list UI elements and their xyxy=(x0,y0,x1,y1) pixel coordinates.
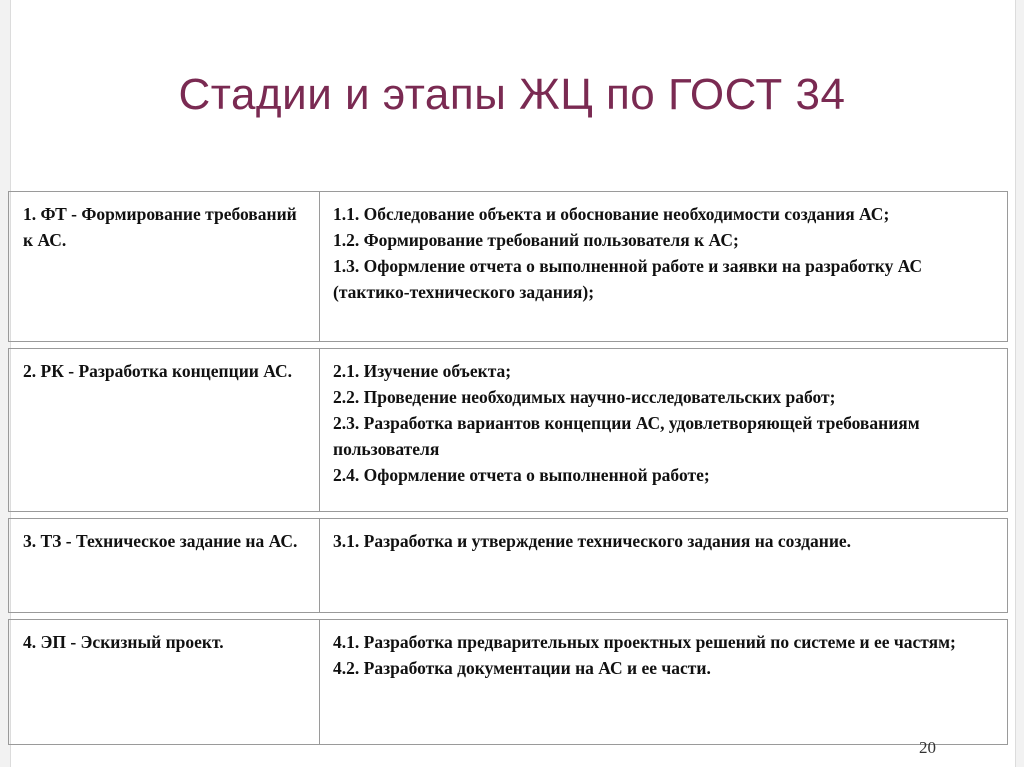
step-item: 2.4. Оформление отчета о выполненной работе; xyxy=(333,465,710,485)
page-number: 20 xyxy=(919,738,936,757)
step-item: 1.3. Оформление отчета о выполненной работе и заявки на разработку АС (тактико-технического задания); xyxy=(333,256,923,302)
step-item: 1.1. Обследование объекта и обоснование необходимости создания АС; xyxy=(333,204,890,224)
stage-cell: 1. ФТ - Формирование требований к АС. xyxy=(8,191,320,342)
stage-cell: 2. РК - Разработка концепции АС. xyxy=(8,349,320,512)
step-item: 2.2. Проведение необходимых научно-исследовательских работ; xyxy=(333,387,836,407)
step-item: 1.2. Формирование требований пользователя к АС; xyxy=(333,230,739,250)
step-item: 2.1. Изучение объекта; xyxy=(333,361,512,381)
table-row xyxy=(8,519,1008,613)
table-row xyxy=(8,620,1008,745)
table-row xyxy=(8,191,1008,342)
stages-table xyxy=(8,191,1008,745)
slide-title: Стадии и этапы ЖЦ по ГОСТ 34 xyxy=(178,70,846,119)
steps-cell xyxy=(320,191,1008,342)
stage-cell: 4. ЭП - Эскизный проект. xyxy=(8,620,320,745)
steps-cell xyxy=(320,349,1008,512)
steps-cell xyxy=(320,519,1008,613)
steps-cell xyxy=(320,620,1008,745)
step-item: 4.2. Разработка документации на АС и ее части. xyxy=(333,658,711,678)
step-item: 4.1. Разработка предварительных проектных решений по системе и ее частям; xyxy=(333,632,956,652)
table-row xyxy=(8,349,1008,512)
stage-cell: 3. ТЗ - Техническое задание на АС. xyxy=(8,519,320,613)
step-item: 3.1. Разработка и утверждение технического задания на создание. xyxy=(333,531,852,551)
step-item: 2.3. Разработка вариантов концепции АС, удовлетворяющей требованиям пользователя xyxy=(333,413,920,459)
